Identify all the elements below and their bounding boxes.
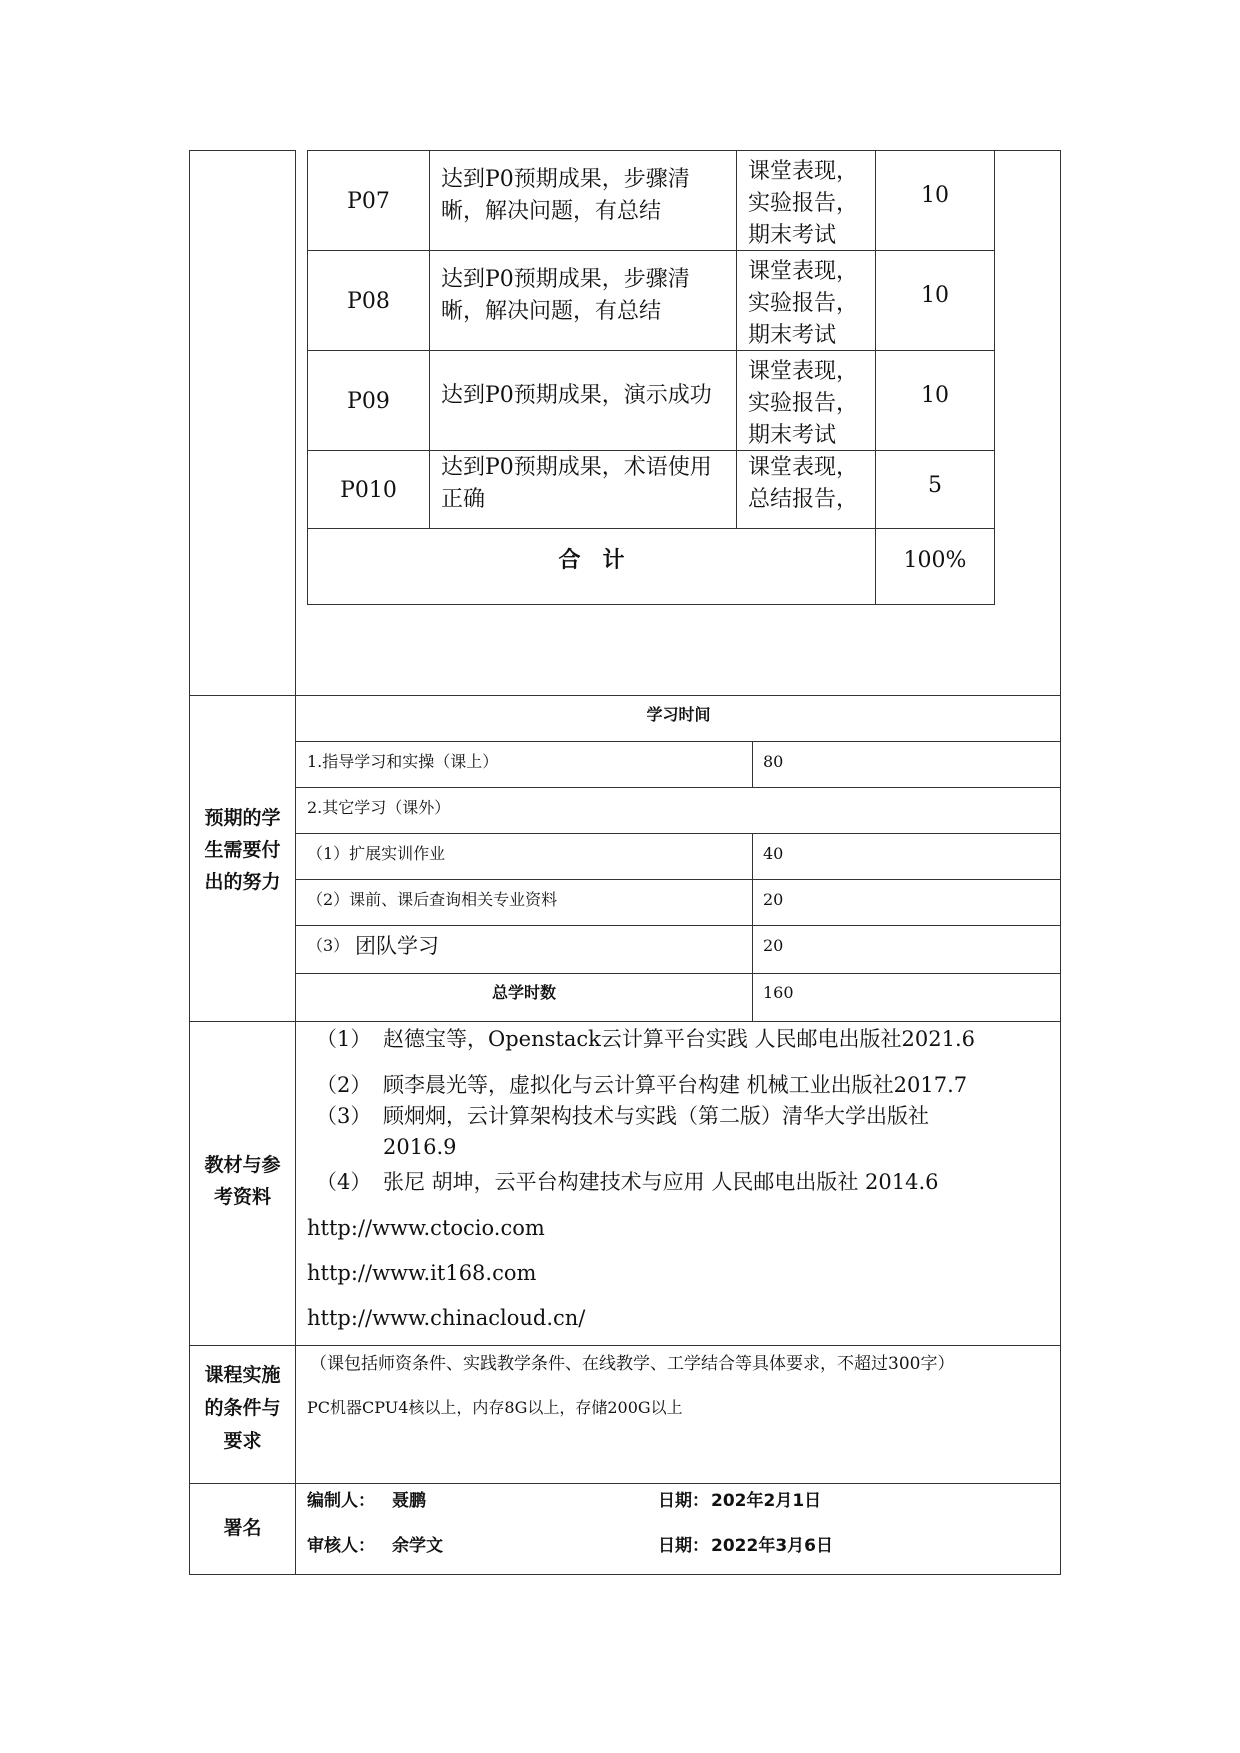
outer-top-border-right	[995, 150, 1061, 151]
effort-row-line	[295, 833, 1061, 834]
effort-row-line	[295, 925, 1061, 926]
editor-date-label: 日期：	[658, 1491, 709, 1511]
standard-line: 晰，解决问题，有总结	[441, 199, 662, 224]
outer-top-border-left	[189, 150, 295, 151]
effort-total-hours: 160	[763, 983, 794, 1002]
reference-text: 赵德宝等，Openstack云计算平台实践 人民邮电出版社2021.6	[383, 1027, 975, 1051]
reference-text-cont: 2016.9	[383, 1135, 457, 1159]
outer-bottom-border	[189, 1574, 1061, 1575]
inner-row-line-2	[307, 350, 995, 351]
method-line: 期末考试	[748, 323, 837, 348]
reference-link: http://www.chinacloud.cn/	[307, 1306, 586, 1330]
standard-line: 正确	[441, 487, 486, 512]
effort-hours: 20	[763, 936, 784, 955]
effort-item: （2）课前、课后查询相关专业资料	[307, 890, 558, 909]
effort-hours: 40	[763, 844, 784, 863]
section-divider-signature	[189, 1483, 1061, 1484]
method-line: 期末考试	[748, 423, 837, 448]
reference-number: （3）	[316, 1104, 372, 1128]
standard-line: 达到P0预期成果，步骤清	[441, 267, 690, 292]
weight-value: 5	[928, 473, 942, 498]
method-line: 课堂表现，	[748, 159, 859, 184]
effort-row-line	[295, 973, 1061, 974]
method-line: 实验报告，	[748, 391, 859, 416]
reviewer-date-label: 日期：	[658, 1536, 709, 1556]
conditions-label-line: 要求	[223, 1430, 262, 1452]
po-code: P07	[347, 189, 390, 214]
conditions-label-line: 课程实施	[204, 1364, 281, 1386]
inner-col-divider-1	[429, 150, 430, 529]
effort-header: 学习时间	[646, 705, 711, 724]
effort-hours: 20	[763, 890, 784, 909]
outer-right-border	[1060, 150, 1061, 1574]
signature-label: 署名	[223, 1517, 262, 1539]
effort-item-prefix: （3）	[307, 936, 350, 955]
effort-item: 1.指导学习和实操（课上）	[307, 752, 499, 771]
references-label-line: 考资料	[213, 1186, 271, 1208]
total-label: 合 计	[558, 548, 625, 573]
effort-row-line	[295, 741, 1061, 742]
po-code: P09	[347, 389, 390, 414]
method-line: 课堂表现，	[748, 455, 859, 480]
inner-top-border	[307, 150, 995, 151]
effort-col-divider	[752, 833, 753, 1021]
reference-text: 顾李晨光等，虚拟化与云计算平台构建 机械工业出版社2017.7	[383, 1073, 968, 1097]
method-line: 课堂表现，	[748, 259, 859, 284]
reference-number: （2）	[316, 1073, 372, 1097]
effort-row-line	[295, 879, 1061, 880]
reference-number: （4）	[316, 1170, 372, 1194]
editor-name: 聂鹏	[392, 1491, 426, 1511]
effort-col-divider	[752, 741, 753, 787]
effort-row-line	[295, 787, 1061, 788]
total-value: 100%	[903, 548, 967, 573]
conditions-note: （课包括师资条件、实践教学条件、在线教学、工学结合等具体要求，不超过300字）	[310, 1354, 955, 1374]
weight-value: 10	[921, 383, 949, 408]
conditions-text: PC机器CPU4核以上，内存8G以上，存储200G以上	[307, 1398, 683, 1417]
inner-row-line-4	[307, 528, 995, 529]
po-code: P08	[347, 289, 390, 314]
effort-item: （1）扩展实训作业	[307, 844, 446, 863]
reference-number: （1）	[316, 1027, 372, 1051]
inner-row-line-3	[307, 450, 995, 451]
section-divider-references	[189, 1021, 1061, 1022]
method-line: 期末考试	[748, 223, 837, 248]
editor-label: 编制人：	[307, 1491, 375, 1511]
method-line: 实验报告，	[748, 291, 859, 316]
weight-value: 10	[921, 283, 949, 308]
reference-link: http://www.ctocio.com	[307, 1216, 545, 1240]
method-line: 课堂表现，	[748, 359, 859, 384]
outer-column-divider	[295, 150, 296, 1574]
reviewer-name: 余学文	[392, 1536, 443, 1556]
inner-left-border	[307, 150, 308, 604]
standard-line: 晰，解决问题，有总结	[441, 299, 662, 324]
editor-date: 202年2月1日	[711, 1491, 822, 1511]
effort-label-line: 生需要付	[204, 839, 281, 861]
reviewer-label: 审核人：	[307, 1536, 375, 1556]
effort-label-line: 预期的学	[204, 807, 281, 829]
standard-line: 达到P0预期成果，演示成功	[441, 383, 712, 408]
inner-col-divider-3	[875, 150, 876, 604]
effort-label-line: 出的努力	[204, 871, 281, 893]
inner-right-border	[994, 150, 995, 604]
reference-text: 张尼 胡坤，云平台构建技术与应用 人民邮电出版社 2014.6	[383, 1170, 939, 1194]
section-divider-conditions	[189, 1345, 1061, 1346]
standard-line: 达到P0预期成果，步骤清	[441, 167, 690, 192]
po-code: P010	[340, 478, 397, 503]
method-line: 实验报告，	[748, 191, 859, 216]
inner-col-divider-2	[736, 150, 737, 529]
references-label-line: 教材与参	[204, 1154, 281, 1176]
method-line: 总结报告，	[748, 487, 859, 512]
section-divider-effort	[189, 695, 1061, 696]
standard-line: 达到P0预期成果，术语使用	[441, 455, 712, 480]
reviewer-date: 2022年3月6日	[711, 1536, 833, 1556]
conditions-label-line: 的条件与	[204, 1397, 281, 1419]
inner-bottom-border	[307, 604, 995, 605]
inner-row-line-1	[307, 250, 995, 251]
effort-total-label: 总学时数	[491, 983, 556, 1002]
effort-hours: 80	[763, 752, 784, 771]
reference-text: 顾炯炯，云计算架构技术与实践（第二版）清华大学出版社	[383, 1104, 929, 1128]
effort-item: 2.其它学习（课外）	[307, 798, 451, 817]
weight-value: 10	[921, 183, 949, 208]
effort-item: 团队学习	[355, 934, 439, 958]
reference-link: http://www.it168.com	[307, 1261, 537, 1285]
